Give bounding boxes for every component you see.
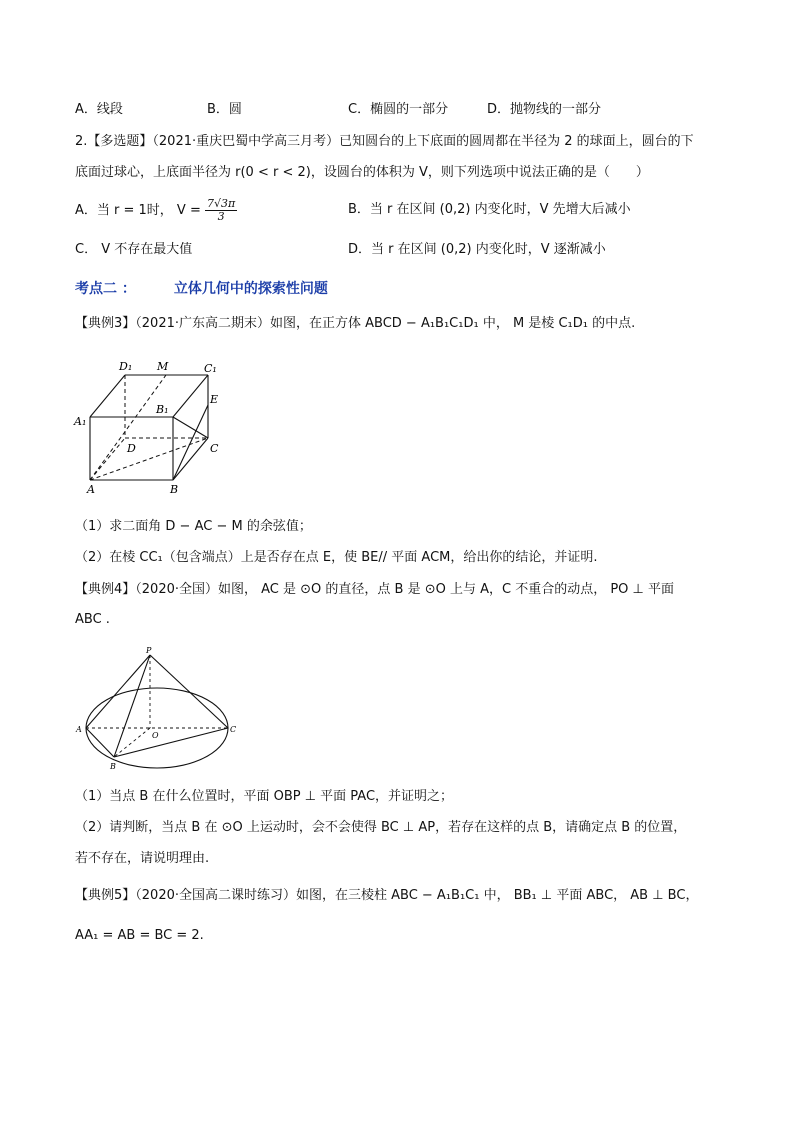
fraction-numerator: 7√3π [207,197,236,210]
label-o: O [152,731,159,740]
example-3-part2: （2）在棱 CC₁（包含端点）上是否存在点 E，使 BE// 平面 ACM，给出你的结论，并证明. [75,550,598,565]
label-d1: D₁ [119,360,133,373]
q2-option-c: C． V 不存在最大值 [75,242,193,257]
option-d: D．抛物线的一部分 [487,102,602,117]
circle-pyramid-figure [72,643,242,775]
label-b: B [110,762,116,771]
label-e: E [210,393,219,406]
example-3-intro: 【典例3】（2021·广东高二期末）如图，在正方体 ABCD − A₁B₁C₁D₁ 中， M 是棱 C₁D₁ 的中点. [75,316,636,331]
option-b: B．圆 [207,102,242,117]
label-b: B [170,483,179,496]
q2-option-a [75,198,237,223]
q2-option-b: B．当 r 在区间 (0,2) 内变化时，V 先增大后减小 [348,202,631,217]
option-a: A．线段 [75,102,123,117]
example-4-line2: ABC . [75,612,110,627]
label-c: C [210,442,219,455]
example-3-part1: （1）求二面角 D − AC − M 的余弦值； [75,519,312,534]
label-d: D [127,442,136,455]
question-2-line2: 底面过球心，上底面半径为 r(0 < r < 2)，设圆台的体积为 V，则下列选项中说法正确的是（ ） [75,165,649,180]
volume-fraction [205,198,237,223]
cube-figure [70,355,230,497]
label-m: M [157,360,169,373]
label-c1: C₁ [204,362,217,375]
section-title: 立体几何中的探索性问题 [173,281,328,297]
example-5-line2: AA₁ = AB = BC = 2. [75,928,204,943]
example-5-line1: 【典例5】（2020·全国高二课时练习）如图，在三棱柱 ABC − A₁B₁C₁ 中， BB₁ ⊥ 平面 ABC， AB ⊥ BC， [75,888,699,903]
label-a1: A₁ [74,415,87,428]
section-label: 考点二 ： [75,281,136,297]
label-p: P [146,646,152,655]
question-2-line1: 2.【多选题】（2021·重庆巴蜀中学高三月考）已知圆台的上下底面的圆周都在半径为 2 的球面上，圆台的下 [75,134,694,149]
label-a: A [76,725,82,734]
example-4-part2-line1: （2）请判断，当点 B 在 ⊙O 上运动时，会不会使得 BC ⊥ AP，若存在这样的点 B，请确定点 B 的位置， [75,820,687,835]
example-4-line1: 【典例4】（2020·全国）如图， AC 是 ⊙O 的直径，点 B 是 ⊙O 上与 A，C 不重合的动点， PO ⊥ 平面 [75,582,674,597]
q2-option-d: D．当 r 在区间 (0,2) 内变化时，V 逐渐减小 [348,242,606,257]
option-c: C．椭圆的一部分 [348,102,449,117]
label-b1: B₁ [156,403,169,416]
section-heading [75,278,328,298]
fraction-denominator: 3 [217,210,225,223]
label-c: C [230,725,237,734]
example-4-part2-line2: 若不存在，请说明理由. [75,851,210,866]
q2-option-a-text: A．当 r = 1时， V = [75,203,201,218]
example-4-part1: （1）当点 B 在什么位置时，平面 OBP ⊥ 平面 PAC，并证明之； [75,789,454,804]
label-a: A [87,483,95,496]
